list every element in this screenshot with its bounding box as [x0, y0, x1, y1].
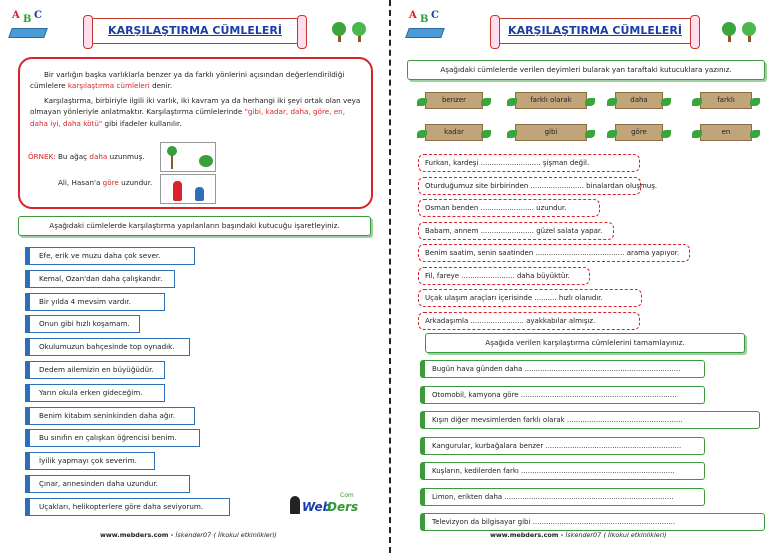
explanation-paragraph: Karşılaştırma, birbiriyle ilgili iki varlık, iki kavram ya da herhangi iki şeyi ortak olan veya olmayan yönleriyle anlatmaktır. Karşılaştırma cümlelerinde "gibi, kadar, daha, göre, en, daha iyi, daha kötü" gibi ifadeler kullanılır. — [30, 96, 361, 128]
word-plank: göre — [615, 124, 663, 141]
instruction-bar-1: Aşağıdaki cümlelerde verilen deyimleri bularak yan taraftaki kutucuklara yazınız. — [407, 60, 765, 80]
tree-icon — [330, 14, 370, 42]
complete-sentence-item[interactable]: Televizyon da bilgisayar gibi ................................................................ — [420, 513, 765, 531]
worksheet-page-1 — [0, 0, 386, 553]
fill-blank-item[interactable]: Benim saatim, senin saatinden ........................................ arama yapıyor. — [418, 244, 690, 262]
footer: www.mebders.com - İskender07 ( İlkokul etkinlikleri) — [100, 531, 277, 539]
word-plank: farklı — [700, 92, 752, 109]
sentence-checkbox-item[interactable]: Yarın okula erken gideceğim. — [25, 384, 165, 402]
worksheet-page-2 — [395, 0, 780, 553]
complete-sentence-item[interactable]: Kışın diğer mevsimlerden farklı olarak .................................................... — [420, 411, 760, 429]
complete-sentence-item[interactable]: Kuşların, kedilerden farkı ..................................................................... — [420, 462, 705, 480]
instruction-bar: Aşağıdaki cümlelerde karşılaştırma yapılanların başındaki kutucuğu işaretleyiniz. — [18, 216, 371, 236]
sentence-checkbox-item[interactable]: Uçakları, helikopterlere göre daha seviyorum. — [25, 498, 230, 516]
page-title: KARŞILAŞTIRMA CÜMLELERİ — [90, 18, 300, 44]
example-2: Ali, Hasan'a göre uzundur. — [58, 178, 153, 187]
word-plank: farklı olarak — [515, 92, 587, 109]
abc-book-icon: A B C — [8, 10, 50, 40]
fill-blank-item[interactable]: Arkadaşımla ........................ ayakkabılar almışız. — [418, 312, 640, 330]
sentence-checkbox-item[interactable]: Efe, erik ve muzu daha çok sever. — [25, 247, 195, 265]
tree-icon — [720, 14, 760, 42]
sentence-checkbox-item[interactable]: Okulumuzun bahçesinde top oynadık. — [25, 338, 190, 356]
sentence-checkbox-item[interactable]: Bir yılda 4 mevsim vardır. — [25, 293, 165, 311]
example-1: ÖRNEK: Bu ağaç daha uzunmuş. — [28, 152, 145, 161]
sentence-checkbox-item[interactable]: Onun gibi hızlı koşamam. — [25, 315, 140, 333]
page-divider — [389, 0, 391, 553]
fill-blank-item[interactable]: Oturduğumuz site birbirinden ........................ binalardan oluşmuş. — [418, 177, 641, 195]
complete-sentence-item[interactable]: Limon, erikten daha ............................................................................ — [420, 488, 705, 506]
complete-sentence-item[interactable]: Bugün hava günden daha ...................................................................... — [420, 360, 705, 378]
kids-picture — [160, 174, 216, 204]
complete-sentence-item[interactable]: Otomobil, kamyona göre ...................................................................... — [420, 386, 705, 404]
abc-book-icon: A B C — [405, 10, 447, 40]
word-plank: benzer — [425, 92, 483, 109]
sentence-checkbox-item[interactable]: Benim kitabım seninkinden daha ağır. — [25, 407, 195, 425]
webders-logo: Web Ders Com — [290, 494, 360, 518]
instruction-bar-2: Aşağıda verilen karşılaştırma cümlelerini tamamlayınız. — [425, 333, 745, 353]
sentence-checkbox-item[interactable]: Dedem ailemizin en büyüğüdür. — [25, 361, 165, 379]
sentence-checkbox-item[interactable]: Çınar, annesinden daha uzundur. — [25, 475, 190, 493]
page-title: KARŞILAŞTIRMA CÜMLELERİ — [497, 18, 693, 44]
complete-sentence-item[interactable]: Kangurular, kurbağalara benzer ............................................................. — [420, 437, 705, 455]
word-plank: gibi — [515, 124, 587, 141]
word-plank: daha — [615, 92, 663, 109]
sentence-checkbox-item[interactable]: Bu sınıfın en çalışkan öğrencisi benim. — [25, 429, 200, 447]
fill-blank-item[interactable]: Uçak ulaşım araçları içerisinde .......... hızlı olanıdır. — [418, 289, 642, 307]
word-plank: en — [700, 124, 752, 141]
footer: www.mebders.com - İskender07 ( İlkokul etkinlikleri) — [490, 531, 667, 539]
fill-blank-item[interactable]: Furkan, kardeşi ........................... şişman değil. — [418, 154, 640, 172]
fill-blank-item[interactable]: Babam, annem ........................ güzel salata yapar. — [418, 222, 614, 240]
trees-picture — [160, 142, 216, 172]
fill-blank-item[interactable]: Fil, fareye ........................ daha büyüktür. — [418, 267, 590, 285]
sentence-checkbox-item[interactable]: İyilik yapmayı çok severim. — [25, 452, 155, 470]
fill-blank-item[interactable]: Osman benden ........................ uzundur. — [418, 199, 600, 217]
word-plank: kadar — [425, 124, 483, 141]
definition-paragraph: Bir varlığın başka varlıklarla benzer ya da farklı yönlerini açısından değerlendirildiği cümlelere karşılaştırma cümleleri denir. — [30, 70, 345, 91]
sentence-checkbox-item[interactable]: Kemal, Ozan'dan daha çalışkandır. — [25, 270, 175, 288]
